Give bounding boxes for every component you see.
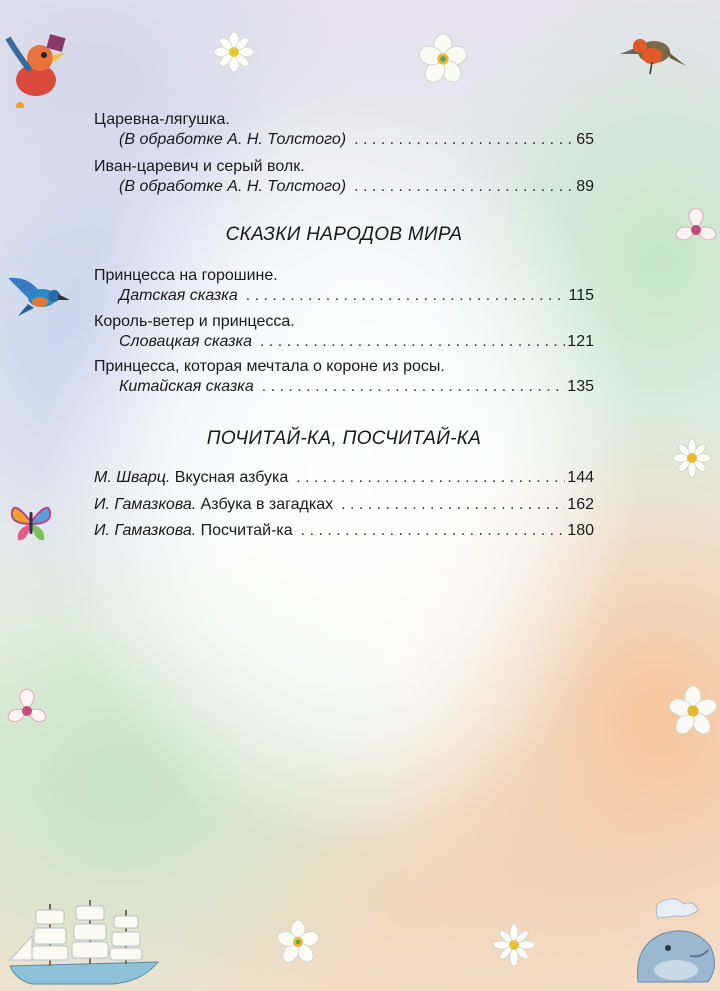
page-number: 180	[567, 522, 594, 539]
page-number: 121	[567, 333, 594, 350]
entry-title: Король-ветер и принцесса.	[94, 313, 295, 330]
entry-title: Принцесса, которая мечтала о короне из росы.	[94, 358, 445, 375]
dot-leader	[246, 286, 567, 306]
entry-title: Царевна-лягушка.	[94, 111, 230, 128]
entry-subtitle: (В обработке А. Н. Толстого)	[119, 131, 347, 148]
page-number: 89	[576, 178, 594, 195]
dot-leader	[354, 177, 574, 197]
toc-entry	[94, 468, 594, 488]
toc-entry	[94, 110, 594, 150]
entry-subtitle: Датская сказка	[119, 287, 238, 304]
toc-entry	[94, 357, 594, 397]
entry-author: И. Гамазкова.	[94, 496, 197, 513]
toc-entry	[94, 266, 594, 306]
entry-title: Иван-царевич и серый волк.	[94, 158, 305, 175]
toc-entry	[94, 495, 594, 515]
dot-leader	[296, 468, 565, 488]
entry-title: Вкусная азбука	[174, 469, 289, 486]
entry-subtitle: Китайская сказка	[119, 378, 254, 395]
entry-author: М. Шварц.	[94, 469, 171, 486]
dot-leader	[354, 130, 574, 150]
entry-title: Посчитай-ка	[200, 522, 293, 539]
dot-leader	[301, 521, 566, 541]
toc-entry	[94, 157, 594, 197]
section-heading: СКАЗКИ НАРОДОВ МИРА	[225, 224, 463, 245]
page-number: 135	[567, 378, 594, 395]
entry-subtitle: (В обработке А. Н. Толстого)	[119, 178, 347, 195]
toc-entry	[94, 312, 594, 352]
page-number: 162	[567, 496, 594, 513]
entry-title: Азбука в загадках	[200, 496, 334, 513]
page-number: 65	[576, 131, 594, 148]
dot-leader	[262, 377, 566, 397]
entry-author: И. Гамазкова.	[94, 522, 197, 539]
page-number: 144	[567, 469, 594, 486]
entry-subtitle: Словацкая сказка	[119, 333, 252, 350]
dot-leader	[260, 332, 565, 352]
page-number: 115	[568, 287, 594, 304]
toc-entry	[94, 521, 594, 541]
section-heading: ПОЧИТАЙ-КА, ПОСЧИТАЙ-КА	[206, 428, 482, 449]
dot-leader	[341, 495, 565, 515]
entry-title: Принцесса на горошине.	[94, 267, 278, 284]
